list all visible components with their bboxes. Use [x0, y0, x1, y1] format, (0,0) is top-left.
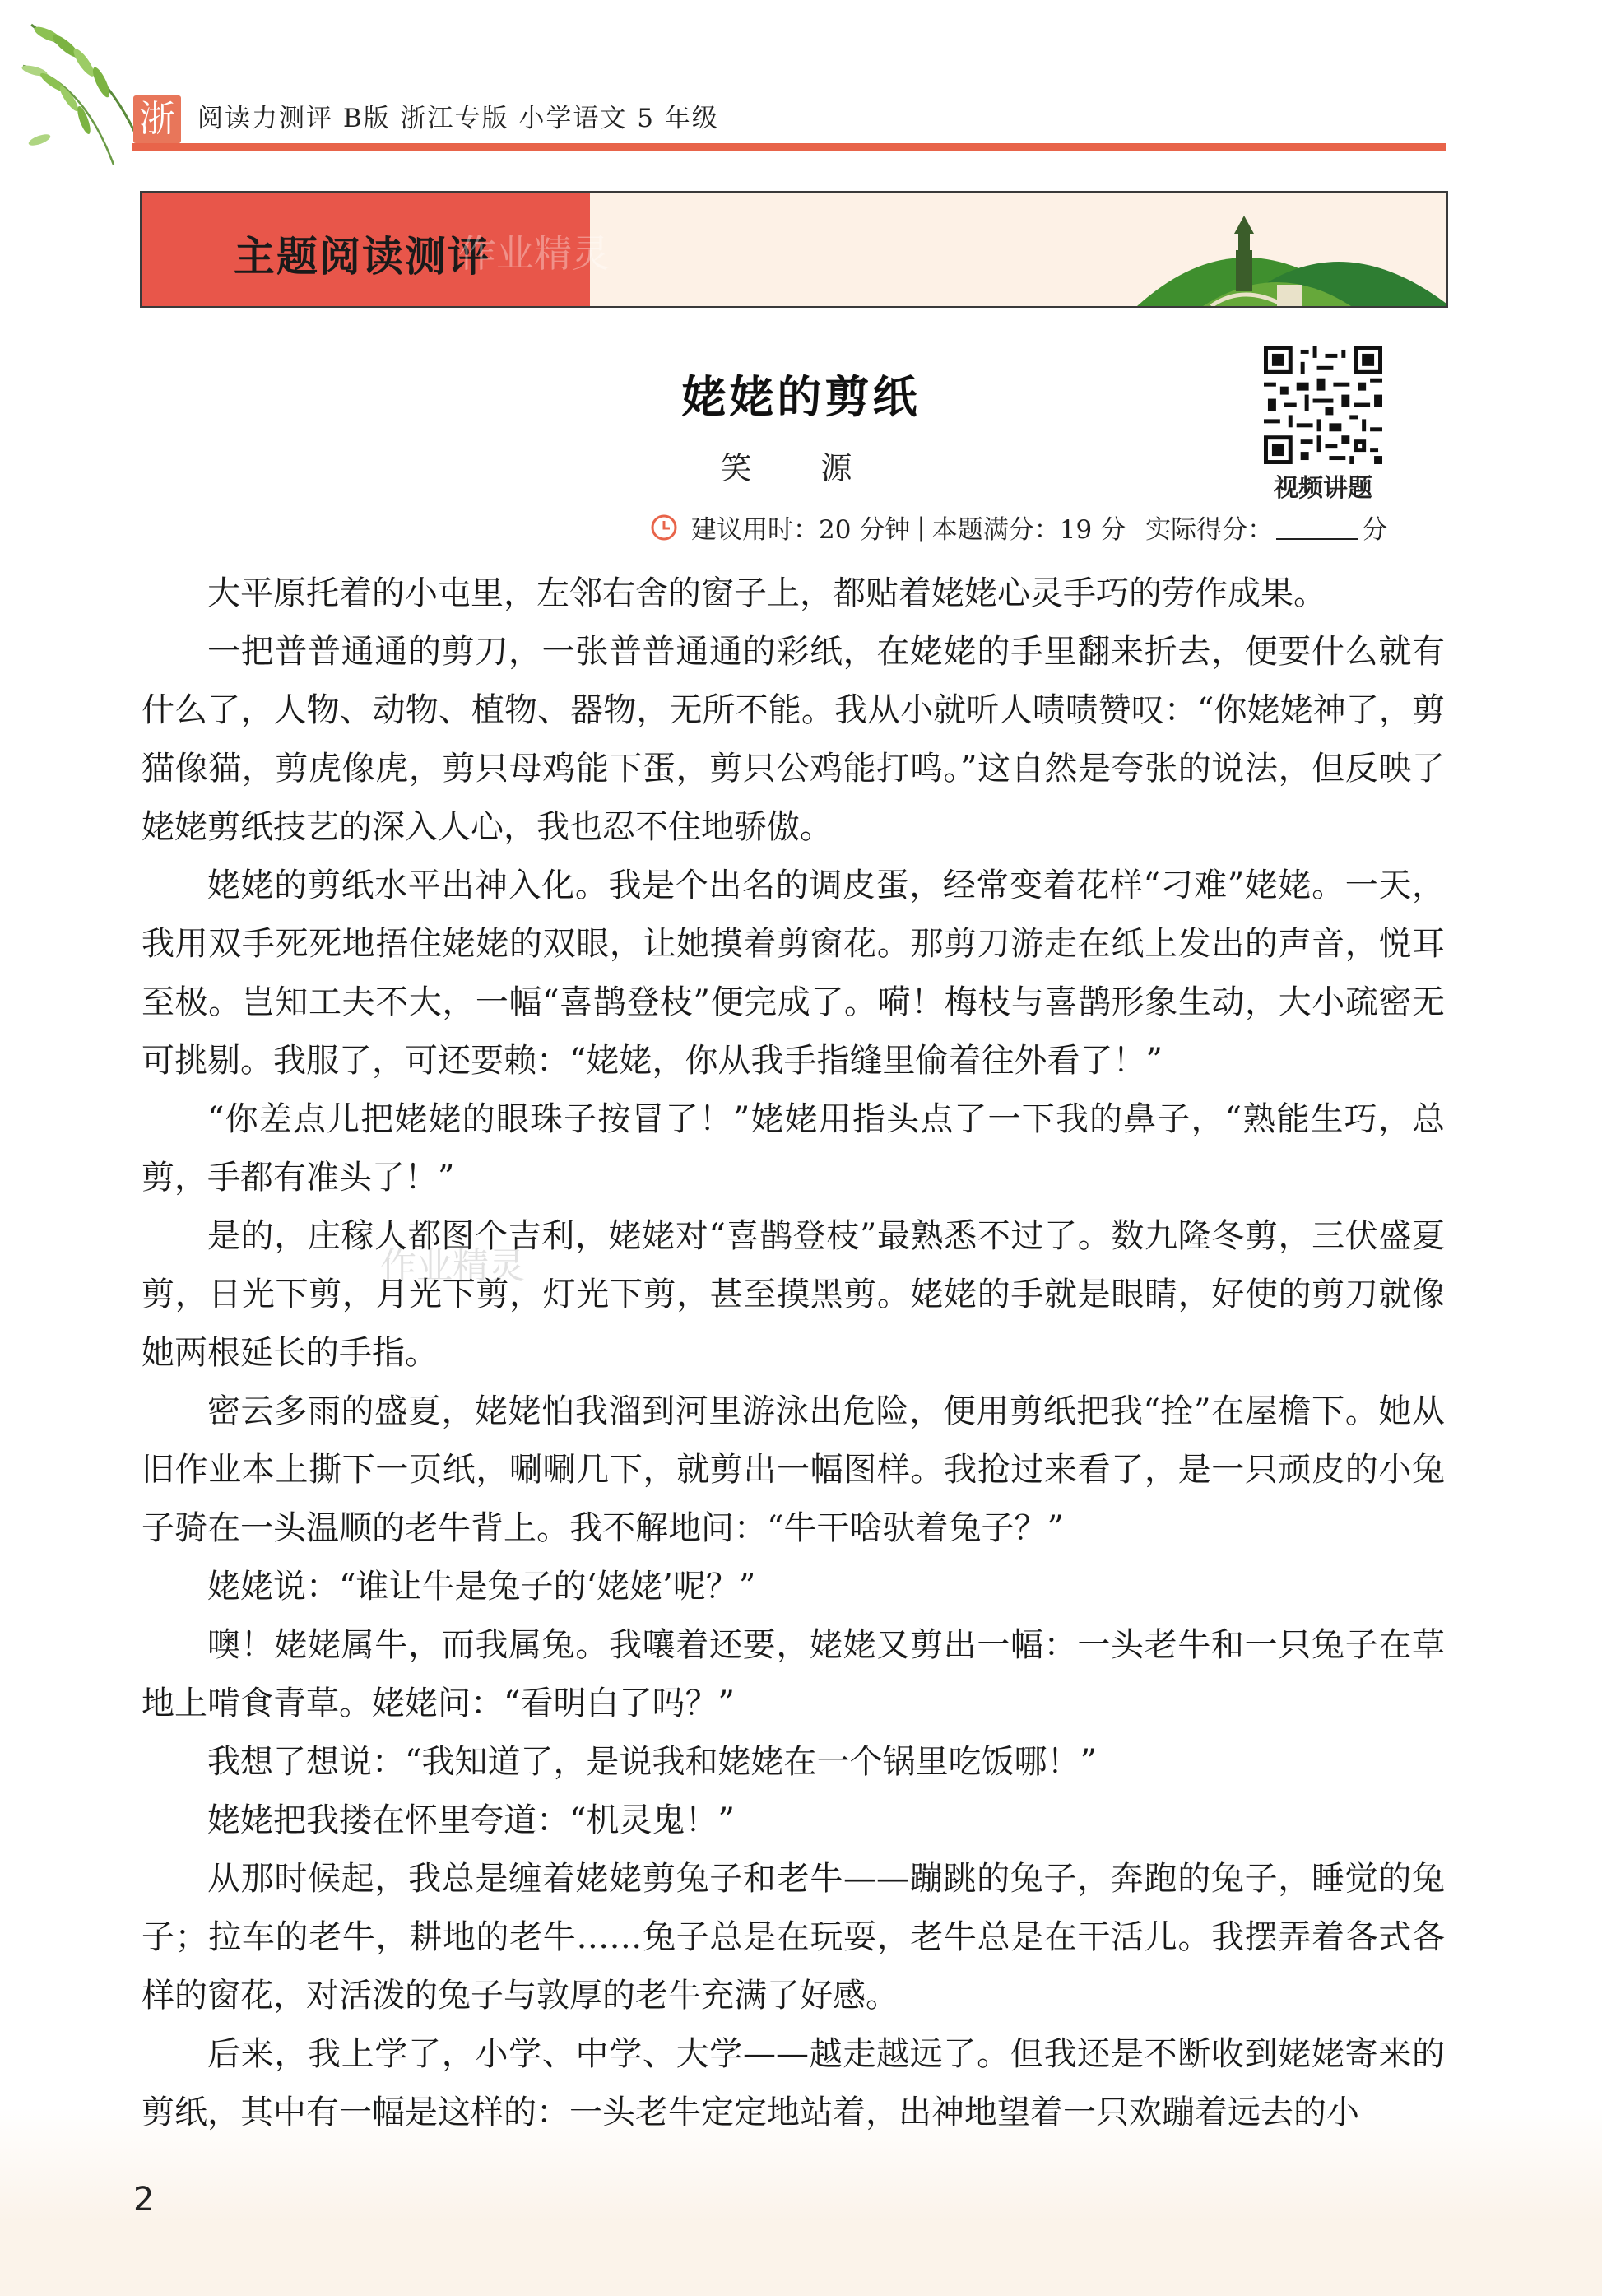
- score-unit: 分: [1362, 515, 1388, 545]
- meta-separator: |: [917, 512, 926, 542]
- paragraph: 是的，庄稼人都图个吉利，姥姥对“喜鹊登枝”最熟悉不过了。数九隆冬剪，三伏盛夏剪，日光下剪，月光下剪，灯光下剪，甚至摸黑剪。姥姥的手就是眼睛，好使的剪刀就像她两根延长的手指。: [142, 1217, 1445, 1372]
- paragraph: 噢！姥姥属牛，而我属兔。我嚷着还要，姥姥又剪出一幅：一头老牛和一只兔子在草地上啃食青草。姥姥问：“看明白了吗？”: [142, 1626, 1445, 1722]
- clock-icon: [650, 514, 678, 541]
- paragraph: 姥姥说：“谁让牛是兔子的‘姥姥’呢？”: [207, 1568, 756, 1606]
- story-body: [142, 565, 1445, 2142]
- paragraph: 后来，我上学了，小学、中学、大学——越走越远了。但我还是不断收到姥姥寄来的剪纸，其中有一幅是这样的：一头老牛定定地站着，出神地望着一只欢蹦着远去的小: [142, 2035, 1445, 2131]
- pagoda-hill-icon: [1112, 193, 1448, 306]
- paragraph: 姥姥把我搂在怀里夸道：“机灵鬼！”: [207, 1801, 735, 1839]
- test-meta-line: [650, 509, 1387, 546]
- score-blank-field[interactable]: [1276, 515, 1358, 540]
- book-title: 阅读力测评 B版 浙江专版 小学语文 5 年级: [197, 104, 719, 133]
- section-banner: [140, 191, 1448, 308]
- page-number: 2: [133, 2181, 155, 2219]
- actual-score-label: 实际得分：: [1145, 515, 1274, 545]
- province-badge: 浙: [133, 95, 181, 143]
- full-score: 本题满分：19 分: [931, 515, 1126, 545]
- page-watermark: 作业精灵: [380, 1245, 525, 1287]
- story-title: 姥姥的剪纸: [681, 371, 921, 423]
- qr-code-icon[interactable]: [1264, 346, 1382, 464]
- suggested-time: 建议用时：20 分钟: [691, 515, 911, 545]
- paragraph: 从那时候起，我总是缠着姥姥剪兔子和老牛——蹦跳的兔子，奔跑的兔子，睡觉的兔子；拉车的老牛，耕地的老牛……兔子总是在玩耍，老牛总是在干活儿。我摆弄着各式各样的窗花，对活泼的兔子与敦厚的老牛充满了好感。: [142, 1860, 1445, 2015]
- paragraph: 一把普普通通的剪刀，一张普普通通的彩纸，在姥姥的手里翻来折去，便要什么就有什么了，人物、动物、植物、器物，无所不能。我从小就听人啧啧赞叹：“你姥姥神了，剪猫像猫，剪虎像虎，剪只母鸡能下蛋，剪只公鸡能打鸣。”这自然是夸张的说法，但反映了姥姥剪纸技艺的深入人心，我也忍不住地骄傲。: [142, 633, 1445, 846]
- paragraph: 密云多雨的盛夏，姥姥怕我溜到河里游泳出危险，便用剪纸把我“拴”在屋檐下。她从旧作业本上撕下一页纸，唰唰几下，就剪出一幅图样。我抢过来看了，是一只顽皮的小兔子骑在一头温顺的老牛背上。我不解地问：“牛干啥驮着兔子？”: [142, 1392, 1445, 1547]
- paragraph: “你差点儿把姥姥的眼珠子按冒了！”姥姥用指头点了一下我的鼻子，“熟能生巧，总剪，手都有准头了！”: [142, 1100, 1445, 1197]
- banner-watermark: 作业精灵: [458, 231, 610, 276]
- paragraph: 大平原托着的小屯里，左邻右舍的窗子上，都贴着姥姥心灵手巧的劳作成果。: [207, 574, 1326, 612]
- paragraph: 姥姥的剪纸水平出神入化。我是个出名的调皮蛋，经常变着花样“刁难”姥姥。一天，我用双手死死地捂住姥姥的双眼，让她摸着剪窗花。那剪刀游走在纸上发出的声音，悦耳至极。岂知工夫不大，一幅“喜鹊登枝”便完成了。嗬！梅枝与喜鹊形象生动，大小疏密无可挑剔。我服了，可还要赖：“姥姥，你从我手指缝里偷着往外看了！”: [142, 867, 1445, 1080]
- qr-caption: 视频讲题: [1274, 474, 1372, 503]
- paragraph: 我想了想说：“我知道了，是说我和姥姥在一个锅里吃饭哪！”: [207, 1743, 1097, 1781]
- header-rule: [132, 143, 1446, 151]
- story-author: 笑 源: [720, 450, 882, 486]
- section-title: 主题阅读测评: [234, 233, 490, 281]
